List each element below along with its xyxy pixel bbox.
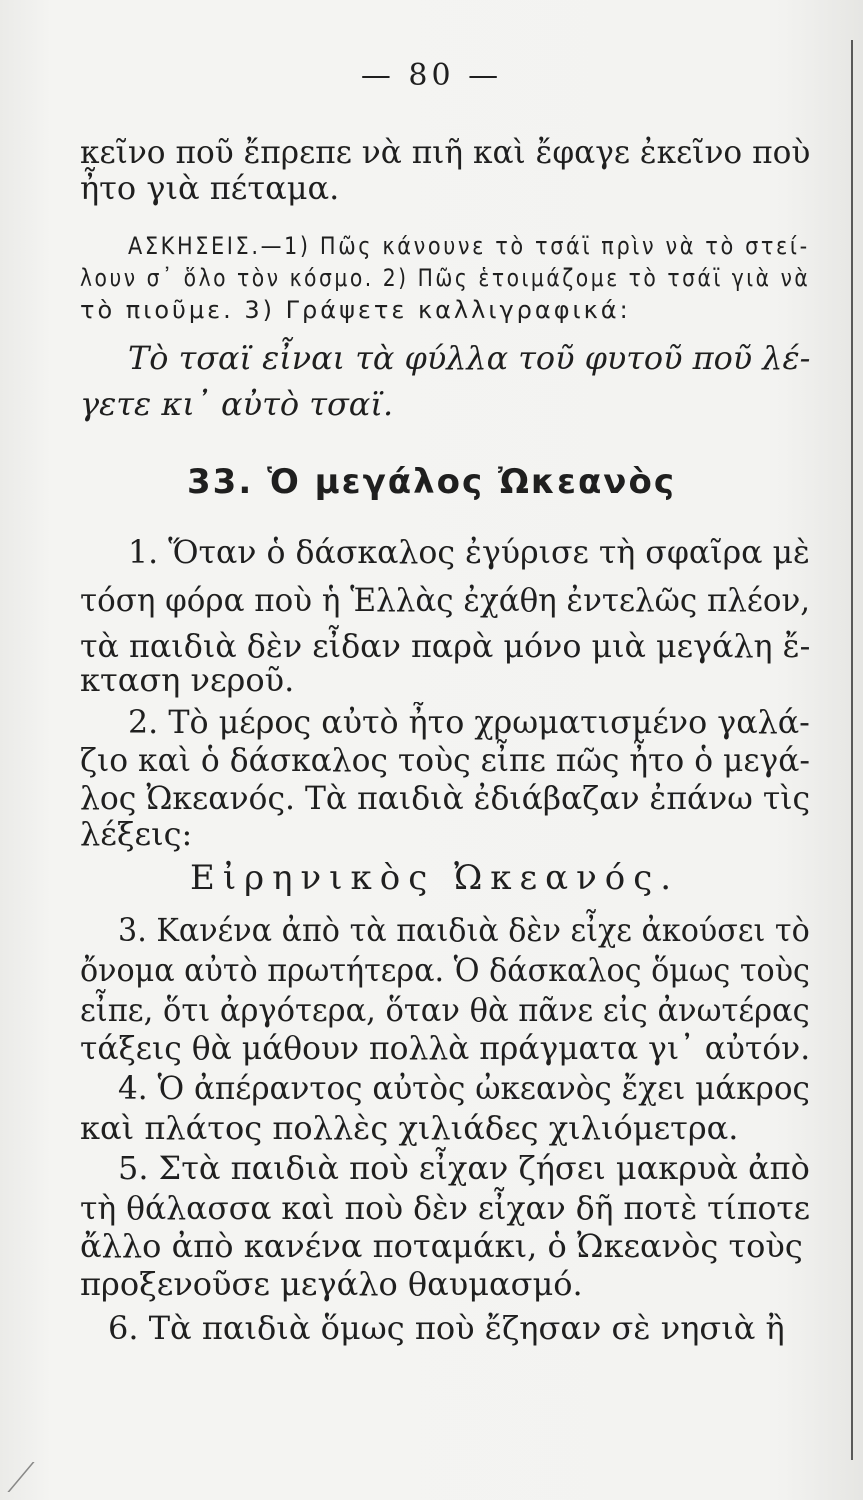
body-line: εἶπε, ὅτι ἀργότερα, ὅταν θὰ πᾶνε εἰς ἀνωτέρας [80, 991, 810, 1029]
page-edge-line [851, 40, 853, 1460]
corner-mark [7, 1462, 94, 1492]
body-line: ζιο καὶ ὁ δάσκαλος τοὺς εἶπε πῶς ἦτο ὁ μεγά- [80, 741, 810, 779]
page-number: — 80 — [360, 58, 503, 93]
body-line: λέξεις: [80, 815, 193, 853]
body-line: προξενοῦσε μεγάλο θαυμασμό. [80, 1265, 583, 1303]
body-line: ἄλλο ἀπὸ κανένα ποταμάκι, ὁ Ὠκεανὸς τοὺς [80, 1227, 803, 1265]
body-line: κταση νεροῦ. [80, 661, 295, 699]
body-line: ὄνομα αὐτὸ πρωτήτερα. Ὁ δάσκαλος ὅμως τοὺς [80, 951, 810, 989]
body-line: τάξεις θὰ μάθουν πολλὰ πράγματα γι᾿ αὐτόν. [80, 1029, 811, 1067]
exercise-line: ΑΣΚΗΣΕΙΣ.—1) Πῶς κάνουνε τὸ τσάϊ πρὶν νὰ τὸ στεί- [128, 232, 810, 260]
exercise-line: τὸ πιοῦμε. 3) Γράψετε καλλιγραφικά: [80, 296, 631, 324]
body-line: 5. Στὰ παιδιὰ ποὺ εἶχαν ζήσει μακρυὰ ἀπὸ [118, 1149, 810, 1187]
body-line: 4. Ὁ ἀπέραντος αὐτὸς ὠκεανὸς ἔχει μάκρος [118, 1069, 810, 1107]
body-line: καὶ πλάτος πολλὲς χιλιάδες χιλιόμετρα. [80, 1109, 739, 1147]
body-line: 2. Τὸ μέρος αὐτὸ ἦτο χρωματισμένο γαλά- [128, 703, 810, 741]
calligraphy-line: γετε κι᾿ αὐτὸ τσαϊ. [80, 385, 394, 423]
intro-line: κεῖνο ποῦ ἔπρεπε νὰ πιῆ καὶ ἔφαγε ἐκεῖνο ποὺ [80, 133, 811, 171]
body-line: τὴ θάλασσα καὶ ποὺ δὲν εἶχαν δῆ ποτὲ τίποτε [80, 1189, 810, 1227]
body-line: 3. Κανένα ἀπὸ τὰ παιδιὰ δὲν εἶχε ἀκούσει τὸ [118, 911, 810, 949]
exercise-line: λουν σ᾿ ὅλο τὸν κόσμο. 2) Πῶς ἑτοιμάζομε τὸ τσάϊ γιὰ νὰ [80, 264, 811, 292]
calligraphy-line: Τὸ τσαϊ εἶναι τὰ φύλλα τοῦ φυτοῦ ποῦ λέ- [128, 339, 811, 377]
intro-line: ἦτο γιὰ πέταμα. [80, 169, 340, 207]
body-line: 1. Ὅταν ὁ δάσκαλος ἐγύρισε τὴ σφαῖρα μὲ [128, 533, 810, 571]
body-line: 6. Τὰ παιδιὰ ὅμως ποὺ ἔζησαν σὲ νησιὰ ἢ [108, 1309, 785, 1347]
lesson-title: 33. Ὁ μεγάλος Ὠκεανὸς [187, 462, 676, 502]
body-line-centered: Εἰρηνικὸς Ὠκεανός. [190, 858, 680, 898]
body-line: λος Ὠκεανός. Τὰ παιδιὰ ἐδιάβαζαν ἐπάνω τὶς [80, 779, 811, 817]
body-line: τόση φόρα ποὺ ἡ Ἑλλὰς ἐχάθη ἐντελῶς πλέον, [80, 581, 811, 619]
body-line: τὰ παιδιὰ δὲν εἶδαν παρὰ μόνο μιὰ μεγάλη ἔ- [80, 627, 811, 665]
